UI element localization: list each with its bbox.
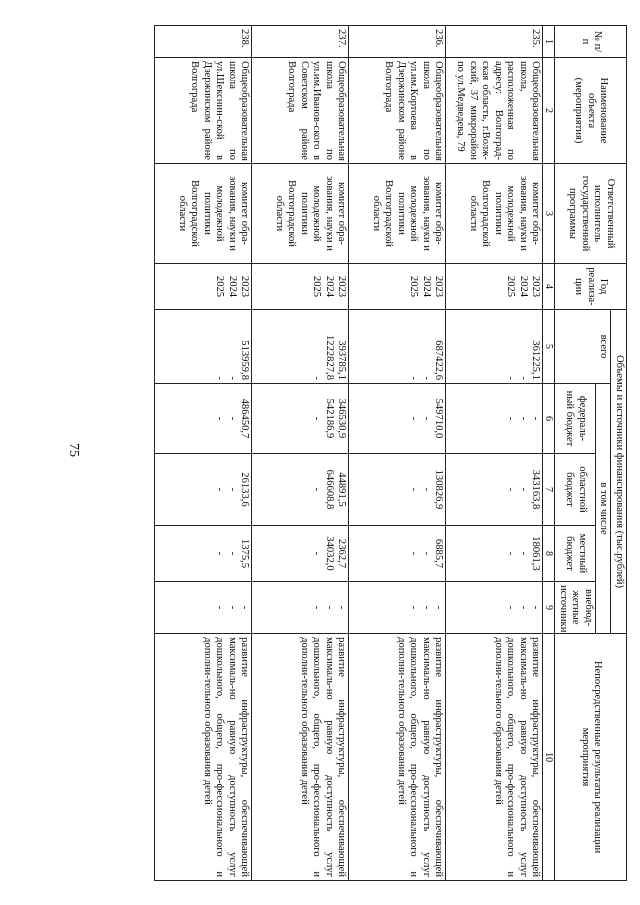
year-value: 2023 [530, 275, 542, 298]
column-number: 1 [543, 26, 555, 58]
federal-cell [155, 384, 252, 454]
header-local: местный бюджет [555, 526, 596, 582]
header-year: Год реализа-ции [555, 264, 627, 310]
federal-value: - [505, 416, 517, 421]
table-row [155, 26, 252, 881]
year-value: 2023 [433, 275, 445, 298]
column-number: 6 [543, 384, 555, 454]
local-value: - [408, 551, 420, 556]
total-value: - [227, 376, 238, 380]
column-number: 4 [543, 264, 555, 310]
total-cell [446, 310, 543, 384]
local-value: - [227, 551, 238, 556]
column-number: 8 [543, 526, 555, 582]
extra-value: - [505, 605, 517, 610]
federal-value: 549710,0 [433, 398, 445, 439]
year-value: 2024 [227, 275, 238, 298]
object-name: Общеобразовательная школа по ул.Шекснин-ской в Дзержинском районе Волгограда [155, 58, 252, 164]
total-value: 361225,1 [530, 340, 542, 380]
header-federal: федераль-ный бюджет [555, 384, 596, 454]
column-number: 5 [543, 310, 555, 384]
result-text: развитие инфраструктуры, обеспечивающей максималь-но равную доступность услуг дошкольного, общего, про-фессионального и дополни-тельного образования детей [446, 634, 543, 881]
total-value: - [408, 376, 420, 380]
total-cell [349, 310, 446, 384]
federal-value: - [518, 416, 529, 421]
rotated-page [90, 25, 627, 880]
regional-value: - [505, 487, 517, 492]
header-num: № п/п [555, 26, 627, 58]
local-value: - [518, 551, 529, 556]
row-number: 235. [446, 26, 543, 58]
year-value: 2023 [336, 275, 348, 298]
extra-value: - [336, 605, 348, 610]
object-name: Общеобразовательная школа по ул.им.Кортоева в Дзержинском районе Волгограда [349, 58, 446, 164]
extra-value: - [408, 605, 420, 610]
extra-value: - [530, 605, 542, 610]
local-cell [446, 526, 543, 582]
federal-value: - [530, 416, 542, 421]
extra-value: - [227, 605, 238, 610]
local-value: - [311, 551, 323, 556]
years-cell [252, 264, 349, 310]
total-value: - [518, 376, 529, 380]
regional-value: - [408, 487, 420, 492]
local-value: 2362,7 [336, 538, 348, 569]
header-total: всего [555, 310, 611, 384]
local-cell [252, 526, 349, 582]
year-value: 2024 [518, 275, 529, 298]
federal-value: 486450,7 [239, 398, 251, 439]
federal-value: - [408, 416, 420, 421]
total-value: 393785,1 [336, 340, 348, 380]
federal-value: 542186,9 [324, 398, 335, 439]
total-value: - [421, 376, 432, 380]
regional-value: 646608,8 [324, 469, 335, 510]
row-number: 236. [349, 26, 446, 58]
column-number: 2 [543, 58, 555, 164]
row-number: 238. [155, 26, 252, 58]
total-value: 1222827,8 [324, 334, 335, 380]
federal-value: - [214, 416, 226, 421]
column-number: 7 [543, 454, 555, 526]
responsible-executor: комитет обра-зования, науки и молодежной политики Волгоградской области [349, 164, 446, 264]
regional-value: - [227, 487, 238, 492]
extra-value: - [239, 605, 251, 610]
years-cell [446, 264, 543, 310]
table-row [252, 26, 349, 881]
total-value: 687422,6 [433, 340, 445, 380]
regional-cell [446, 454, 543, 526]
regional-value: 343163,8 [530, 469, 542, 510]
regional-cell [252, 454, 349, 526]
total-value: - [505, 376, 517, 380]
responsible-executor: комитет обра-зования, науки и молодежной политики Волгоградской области [155, 164, 252, 264]
total-cell [155, 310, 252, 384]
header-extra: внебюд-жетные источники [555, 582, 596, 634]
object-name: Общеобразовательная школа по ул.им.Иванов-ского в Советском районе Волгограда [252, 58, 349, 164]
year-value: 2024 [421, 275, 432, 298]
local-value: 34032,0 [324, 536, 335, 571]
total-cell [252, 310, 349, 384]
local-cell [349, 526, 446, 582]
total-value: 513959,8 [239, 340, 251, 380]
regional-cell [349, 454, 446, 526]
regional-value: - [311, 487, 323, 492]
result-text: развитие инфраструктуры, обеспечивающей максималь-но равную доступность услуг дошкольного, общего, про-фессионального и дополни-тельного образования детей [155, 634, 252, 881]
federal-cell [349, 384, 446, 454]
header-executor: Ответственный исполнитель государственной программы [555, 164, 627, 264]
year-value: 2024 [324, 275, 335, 298]
year-value: 2025 [311, 275, 323, 298]
local-value: 6885,7 [433, 538, 445, 569]
local-value: - [421, 551, 432, 556]
federal-value: - [421, 416, 432, 421]
federal-value: - [311, 416, 323, 421]
regional-value: - [214, 487, 226, 492]
extra-value: - [311, 605, 323, 610]
extra-value: - [421, 605, 432, 610]
result-text: развитие инфраструктуры, обеспечивающей максималь-но равную доступность услуг дошкольного, общего, про-фессионального и дополни-тельного образования детей [252, 634, 349, 881]
extra-cell [155, 582, 252, 634]
federal-cell [252, 384, 349, 454]
extra-cell [349, 582, 446, 634]
total-value: - [214, 376, 226, 380]
local-value: 1375,5 [239, 538, 251, 569]
responsible-executor: комитет обра-зования, науки и молодежной политики Волгоградской области [446, 164, 543, 264]
federal-value: 346530,9 [336, 398, 348, 439]
extra-value: - [324, 605, 335, 610]
column-number: 3 [543, 164, 555, 264]
regional-cell [155, 454, 252, 526]
table-row [446, 26, 543, 881]
header-results: Непосредственные результаты реализации мероприятия [555, 634, 627, 881]
regional-value: 130826,9 [433, 469, 445, 510]
extra-value: - [433, 605, 445, 610]
local-cell [155, 526, 252, 582]
local-value: - [214, 551, 226, 556]
local-value: - [505, 551, 517, 556]
regional-value: - [421, 487, 432, 492]
years-cell [155, 264, 252, 310]
extra-cell [446, 582, 543, 634]
extra-value: - [214, 605, 226, 610]
column-number-row [543, 26, 555, 881]
header-name: Наименование объекта (мероприятия) [555, 58, 627, 164]
extra-cell [252, 582, 349, 634]
object-name: Общеобразовательная школа, расположенная по адресу: Волгоград-ская область, г.Волж-ский, 37 микрорайон по ул.Медведева, 79 [446, 58, 543, 164]
year-value: 2023 [239, 275, 251, 298]
column-number: 9 [543, 582, 555, 634]
year-value: 2025 [505, 275, 517, 298]
header-volumes: Объемы и источники финансирования (тыс.рублей) [611, 310, 627, 634]
result-text: развитие инфраструктуры, обеспечивающей максималь-но равную доступность услуг дошкольного, общего, про-фессионального и дополни-тельного образования детей [349, 634, 446, 881]
years-cell [349, 264, 446, 310]
table-row [349, 26, 446, 881]
total-value: - [311, 376, 323, 380]
extra-value: - [518, 605, 529, 610]
year-value: 2025 [214, 275, 226, 298]
column-number: 10 [543, 634, 555, 881]
regional-value: 44891,5 [336, 472, 348, 507]
federal-value: - [227, 416, 238, 421]
header-regional: областной бюджет [555, 454, 596, 526]
regional-value: 26133,6 [239, 472, 251, 507]
local-value: 18061,3 [530, 536, 542, 571]
row-number: 237. [252, 26, 349, 58]
regional-value: - [518, 487, 529, 492]
responsible-executor: комитет обра-зования, науки и молодежной политики Волгоградской области [252, 164, 349, 264]
header-including: в том числе [596, 384, 612, 634]
year-value: 2025 [408, 275, 420, 298]
financing-table [155, 25, 628, 881]
federal-cell [446, 384, 543, 454]
page-number: 75 [66, 443, 81, 457]
